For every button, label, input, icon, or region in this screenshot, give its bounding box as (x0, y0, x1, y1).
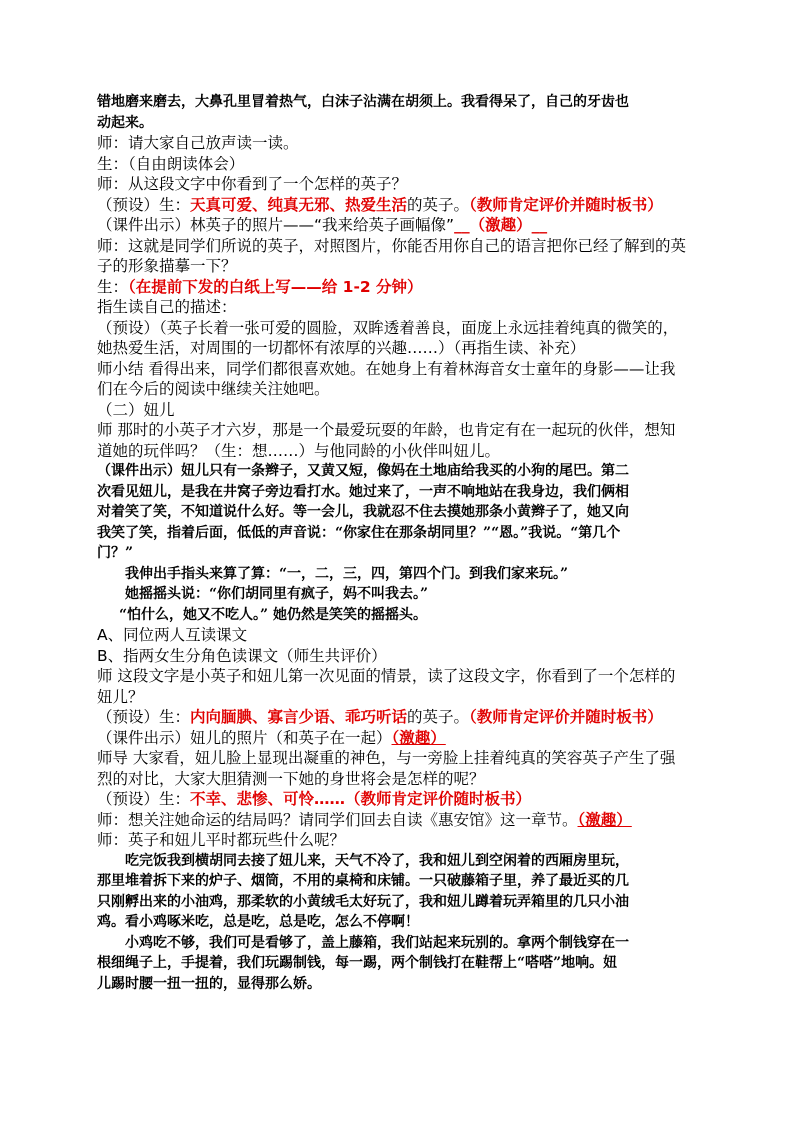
line-text: 那里堆着拆下来的炉子、烟筒，不用的桌椅和床铺。一只破藤箱子里，养了最近买的几 (97, 873, 629, 889)
text-line (97, 953, 702, 974)
text-line (97, 748, 702, 769)
text-line (97, 133, 702, 154)
line-text: 烈的对比，大家大胆猜测一下她的身世将会是怎样的呢？ (97, 769, 485, 788)
text-line (97, 605, 702, 626)
text-line (97, 933, 702, 954)
text-line (97, 564, 702, 585)
line-text: 师：请大家自己放声读一读。 (97, 134, 299, 152)
line-text: （二）妞儿 (97, 400, 175, 419)
line-text: （课件出示）妞儿只有一条辫子，又黄又短，像妈在土地庙给我买的小狗的尾巴。第二 (97, 463, 629, 479)
line-text: 师：从这段文字中你看到了一个怎样的英子？ (97, 175, 408, 193)
line-text: 错地磨来磨去，大鼻孔里冒着热气，白沫子沾满在胡须上。我看得呆了，自己的牙齿也 (97, 94, 629, 110)
highlight-text: __（激趣）__ (454, 216, 548, 234)
text-line (97, 851, 702, 872)
text-line (97, 482, 702, 503)
line-text: 动起来。 (97, 114, 153, 131)
line-text: （预设）生： (97, 790, 191, 808)
line-text: 吃完饭我到横胡同去接了妞儿来，天气不冷了，我和妞儿到空闲着的西厢房里玩， (125, 852, 629, 869)
text-line (97, 789, 702, 810)
line-text: （课件出示）妞儿的照片（和英子在一起） (97, 728, 392, 747)
highlight-text: （在提前下发的白纸上写——给 1-2 分钟） (128, 277, 423, 296)
highlight-text: 内向腼腆、寡言少语、乖巧听话 (190, 708, 408, 726)
line-text: 对着笑了笑，不知道说什么好。等一会儿，我就忍不住去摸她那条小黄辫子了，她又向 (97, 504, 629, 520)
text-line (97, 871, 702, 892)
line-text: 根细绳子上，手提着，我们玩踢制钱，每一踢，两个制钱打在鞋帮上“嗒嗒”地响。妞 (97, 955, 618, 971)
text-line (97, 687, 702, 708)
line-text: 小鸡吃不够，我们可是看够了，盖上藤箱，我们站起来玩别的。拿两个制钱穿在一 (125, 934, 629, 951)
text-line (97, 174, 702, 195)
text-line (97, 830, 702, 851)
text-line (97, 256, 702, 277)
line-text: 妞儿？ (97, 687, 144, 706)
line-text: 师：这就是同学们所说的英子，对照图片，你能否用你自己的语言把你已经了解到的英 (97, 236, 687, 255)
text-line (97, 666, 702, 687)
line-text: 她热爱生活，对周围的一切都怀有浓厚的兴趣……）（再指生读、补充） (97, 339, 586, 357)
text-line (97, 523, 702, 544)
line-text: （预设）生： (97, 195, 191, 214)
text-line (97, 277, 702, 298)
line-text: 师 那时的小英子才六岁，那是一个最爱玩耍的年龄，也肯定有在一起玩的伙伴，想知 (97, 421, 676, 439)
text-line (97, 502, 702, 523)
text-line (97, 584, 702, 605)
text-line (97, 113, 702, 134)
highlight-text: 天真可爱、纯真无邪、热爱生活 (190, 195, 408, 214)
text-line (97, 236, 702, 257)
text-line (97, 461, 702, 482)
line-text: 指生读自己的描述： (97, 298, 237, 316)
line-text: 们在今后的阅读中继续关注她吧。 (97, 380, 330, 398)
line-text: 鸡。看小鸡啄米吃，总是吃，总是吃，怎么不停啊！ (97, 914, 419, 930)
text-line (97, 420, 702, 441)
line-text: A、同位两人互读课文 (97, 626, 248, 644)
text-line (97, 318, 702, 339)
text-line (97, 92, 702, 113)
line-text: 生： (97, 277, 129, 296)
text-line (97, 297, 702, 318)
line-text: 师：想关注她命运的结局吗？请同学们回去自读《惠安馆》这一章节。 (97, 810, 578, 829)
text-line (97, 625, 702, 646)
text-line (97, 543, 702, 564)
line-text: （预设）生： (97, 708, 191, 726)
text-line (97, 892, 702, 913)
line-text: 门？” (97, 545, 134, 561)
line-text: “怕什么，她又不吃人。” 她仍然是笑笑的摇摇头。 (119, 606, 427, 623)
line-text: 生：（自由朗读体会） (97, 154, 245, 173)
line-text: 她摇摇头说：“你们胡同里有疯子，妈不叫我去。” (125, 586, 429, 602)
line-text: 师 这段文字是小英子和妞儿第一次见面的情景，读了这段文字，你看到了一个怎样的 (97, 667, 676, 685)
line-text: 我笑了笑，指着后面，低低的声音说：“你家住在那条胡同里？”“恩。”我说。“第几个 (97, 524, 621, 541)
text-line (97, 359, 702, 380)
document-page (97, 92, 702, 994)
line-text: 的英子。 (407, 195, 470, 214)
text-line (97, 728, 702, 749)
text-line (97, 400, 702, 421)
highlight-text: （激趣） (577, 810, 632, 829)
highlight-text: 不幸、悲惨、可怜……（教师肯定评价随时板书） (190, 790, 532, 808)
line-text: （课件出示）林英子的照片——“我来给英子画幅像” (97, 216, 455, 234)
line-text: 道她的玩伴吗？（生：想……）与他同龄的小伙伴叫妞儿。 (97, 441, 501, 460)
text-line (97, 338, 702, 359)
line-text: 只刚孵出来的小油鸡，那柔软的小黄绒毛太好玩了，我和妞儿蹲着玩弄箱里的几只小油 (97, 893, 629, 910)
text-line (97, 707, 702, 728)
highlight-text: （教师肯定评价并随时板书） (469, 195, 663, 214)
line-text: 次看见妞儿，是我在井窝子旁边看打水。她过来了，一声不响地站在我身边，我们俩相 (97, 483, 629, 500)
line-text: 师：英子和妞儿平时都玩些什么呢？ (97, 831, 346, 849)
text-line (97, 810, 702, 831)
line-text: （预设）（英子长着一张可爱的圆脸，双眸透着善良，面庞上永远挂着纯真的微笑的， (97, 318, 679, 337)
text-line (97, 974, 702, 995)
line-text: 儿踢时腰一扭一扭的，显得那么娇。 (97, 975, 321, 992)
text-line (97, 441, 702, 462)
line-text: 的英子。 (407, 708, 470, 726)
text-line (97, 769, 702, 790)
line-text: 师导 大家看，妞儿脸上显现出凝重的神色，与一旁脸上挂着纯真的笑容英子产生了强 (97, 749, 676, 767)
text-line (97, 646, 702, 667)
highlight-text: （激趣） (391, 728, 446, 747)
text-line (97, 154, 702, 175)
text-line (97, 379, 702, 400)
text-line (97, 195, 702, 216)
line-text: B、指两女生分角色读课文（师生共评价） (97, 646, 387, 665)
text-line (97, 215, 702, 236)
line-text: 师小结 看得出来，同学们都很喜欢她。在她身上有着林海音女士童年的身影——让我 (97, 359, 676, 378)
line-text: 子的形象描摹一下？ (97, 257, 237, 275)
highlight-text: （教师肯定评价并随时板书） (469, 708, 663, 726)
text-line (97, 912, 702, 933)
line-text: 我伸出手指头来算了算：“一，二，三，四，第四个门。到我们家来玩。” (125, 565, 569, 582)
